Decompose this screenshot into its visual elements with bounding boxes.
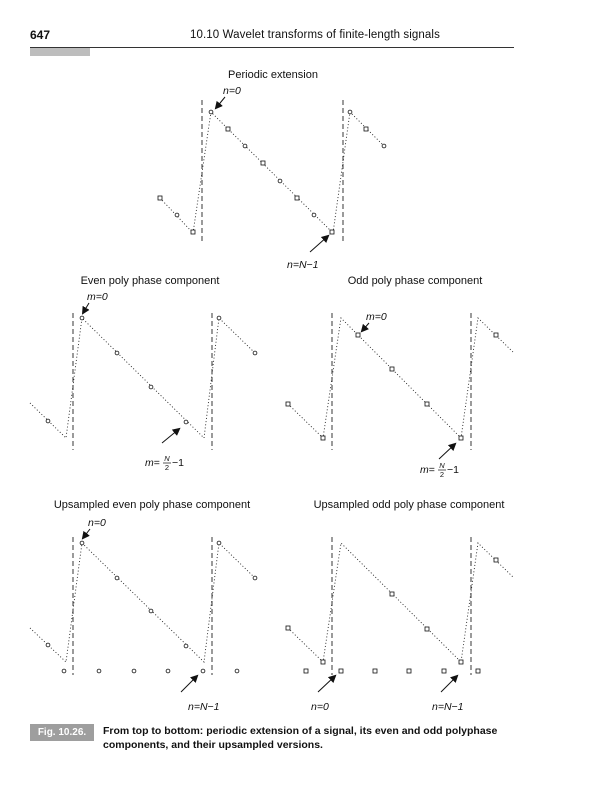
panel-title-periodic: Periodic extension	[228, 69, 318, 81]
label-top-end: n=N−1	[287, 259, 319, 271]
arrow-upodd-end	[441, 676, 457, 692]
caption-label: Fig. 10.26.	[30, 724, 94, 741]
svg-text:2: 2	[439, 470, 445, 479]
sample-marker	[184, 644, 188, 648]
sample-marker	[158, 196, 162, 200]
zero-sample-marker	[62, 669, 66, 673]
zero-sample-marker	[235, 669, 239, 673]
zero-sample-marker	[97, 669, 101, 673]
arrow-upeven-start	[83, 529, 90, 538]
label-odd-start: m=0	[366, 311, 387, 323]
sample-marker	[115, 576, 119, 580]
zero-sample-marker	[407, 669, 411, 673]
running-title: 10.10 Wavelet transforms of finite-length signals	[190, 29, 440, 41]
sample-marker	[46, 643, 50, 647]
svg-text:2: 2	[164, 463, 170, 472]
svg-text:−1: −1	[447, 464, 459, 476]
sample-marker	[382, 144, 386, 148]
sample-marker	[356, 333, 360, 337]
svg-text:N: N	[164, 454, 170, 463]
svg-text:N: N	[439, 461, 445, 470]
sample-marker	[80, 316, 84, 320]
label-upodd-start: n=0	[311, 701, 329, 710]
arrow-upodd-start	[318, 676, 335, 692]
sample-marker	[149, 385, 153, 389]
sample-marker	[175, 213, 179, 217]
zero-sample-marker	[339, 669, 343, 673]
sample-marker	[209, 110, 213, 114]
sample-marker	[425, 627, 429, 631]
sample-marker	[348, 110, 352, 114]
caption-text: From top to bottom: periodic extension of a signal, its even and odd polyphase components, and their upsampled versions.	[103, 725, 498, 751]
upsampled-odd-trace	[288, 543, 514, 662]
even-signal-trace	[30, 318, 255, 438]
sample-marker	[243, 144, 247, 148]
arrow-even-end	[162, 429, 179, 443]
label-upodd-end: n=N−1	[432, 701, 464, 710]
arrow-odd-start	[362, 323, 369, 331]
zero-sample-marker	[166, 669, 170, 673]
sample-marker	[261, 161, 265, 165]
label-top-start: n=0	[223, 85, 241, 97]
sample-marker	[390, 592, 394, 596]
label-upeven-end: n=N−1	[188, 701, 220, 710]
panel-title-upsampled-odd: Upsampled odd poly phase component	[313, 499, 505, 511]
arrow-even-start	[83, 303, 89, 313]
arrow-upeven-end	[181, 676, 197, 692]
sample-marker	[390, 367, 394, 371]
sample-marker	[253, 351, 257, 355]
sample-marker	[184, 420, 188, 424]
zero-sample-marker	[132, 669, 136, 673]
label-even-start: m=0	[87, 291, 108, 303]
sample-marker	[321, 436, 325, 440]
sample-marker	[295, 196, 299, 200]
svg-text:m=: m=	[145, 457, 160, 469]
sample-marker	[115, 351, 119, 355]
zero-sample-marker	[201, 669, 205, 673]
sample-marker	[330, 230, 334, 234]
svg-text:m=: m=	[420, 464, 435, 476]
sample-marker	[321, 660, 325, 664]
sample-marker	[286, 402, 290, 406]
sample-marker	[286, 626, 290, 630]
panel-title-even: Even poly phase component	[80, 275, 220, 287]
zero-sample-marker	[304, 669, 308, 673]
zero-sample-marker	[373, 669, 377, 673]
sample-marker	[80, 541, 84, 545]
sample-marker	[364, 127, 368, 131]
periodic-signal-trace	[160, 112, 384, 233]
label-odd-end	[420, 461, 459, 479]
panel-title-upsampled-even: Upsampled even poly phase component	[53, 499, 251, 511]
sample-marker	[149, 609, 153, 613]
sample-marker	[425, 402, 429, 406]
sample-marker	[217, 316, 221, 320]
panel-title-odd: Odd poly phase component	[347, 275, 483, 287]
sample-marker	[312, 213, 316, 217]
arrow-odd-end	[439, 444, 455, 459]
sample-marker	[459, 436, 463, 440]
sample-marker	[46, 419, 50, 423]
sample-marker	[494, 333, 498, 337]
label-even-end	[145, 454, 184, 472]
label-upeven-start: n=0	[88, 517, 106, 529]
sample-marker	[278, 179, 282, 183]
plots	[30, 100, 514, 675]
sample-marker	[459, 660, 463, 664]
svg-text:−1: −1	[172, 457, 184, 469]
sample-marker	[217, 541, 221, 545]
arrow-top-start	[216, 97, 225, 108]
page-number: 647	[30, 28, 51, 42]
zero-sample-marker	[442, 669, 446, 673]
sample-marker	[226, 127, 230, 131]
odd-signal-trace	[288, 318, 514, 438]
upsampled-even-trace	[30, 543, 255, 662]
sample-marker	[191, 230, 195, 234]
sample-marker	[494, 558, 498, 562]
sample-marker	[253, 576, 257, 580]
zero-sample-marker	[476, 669, 480, 673]
arrow-top-end	[310, 236, 328, 252]
